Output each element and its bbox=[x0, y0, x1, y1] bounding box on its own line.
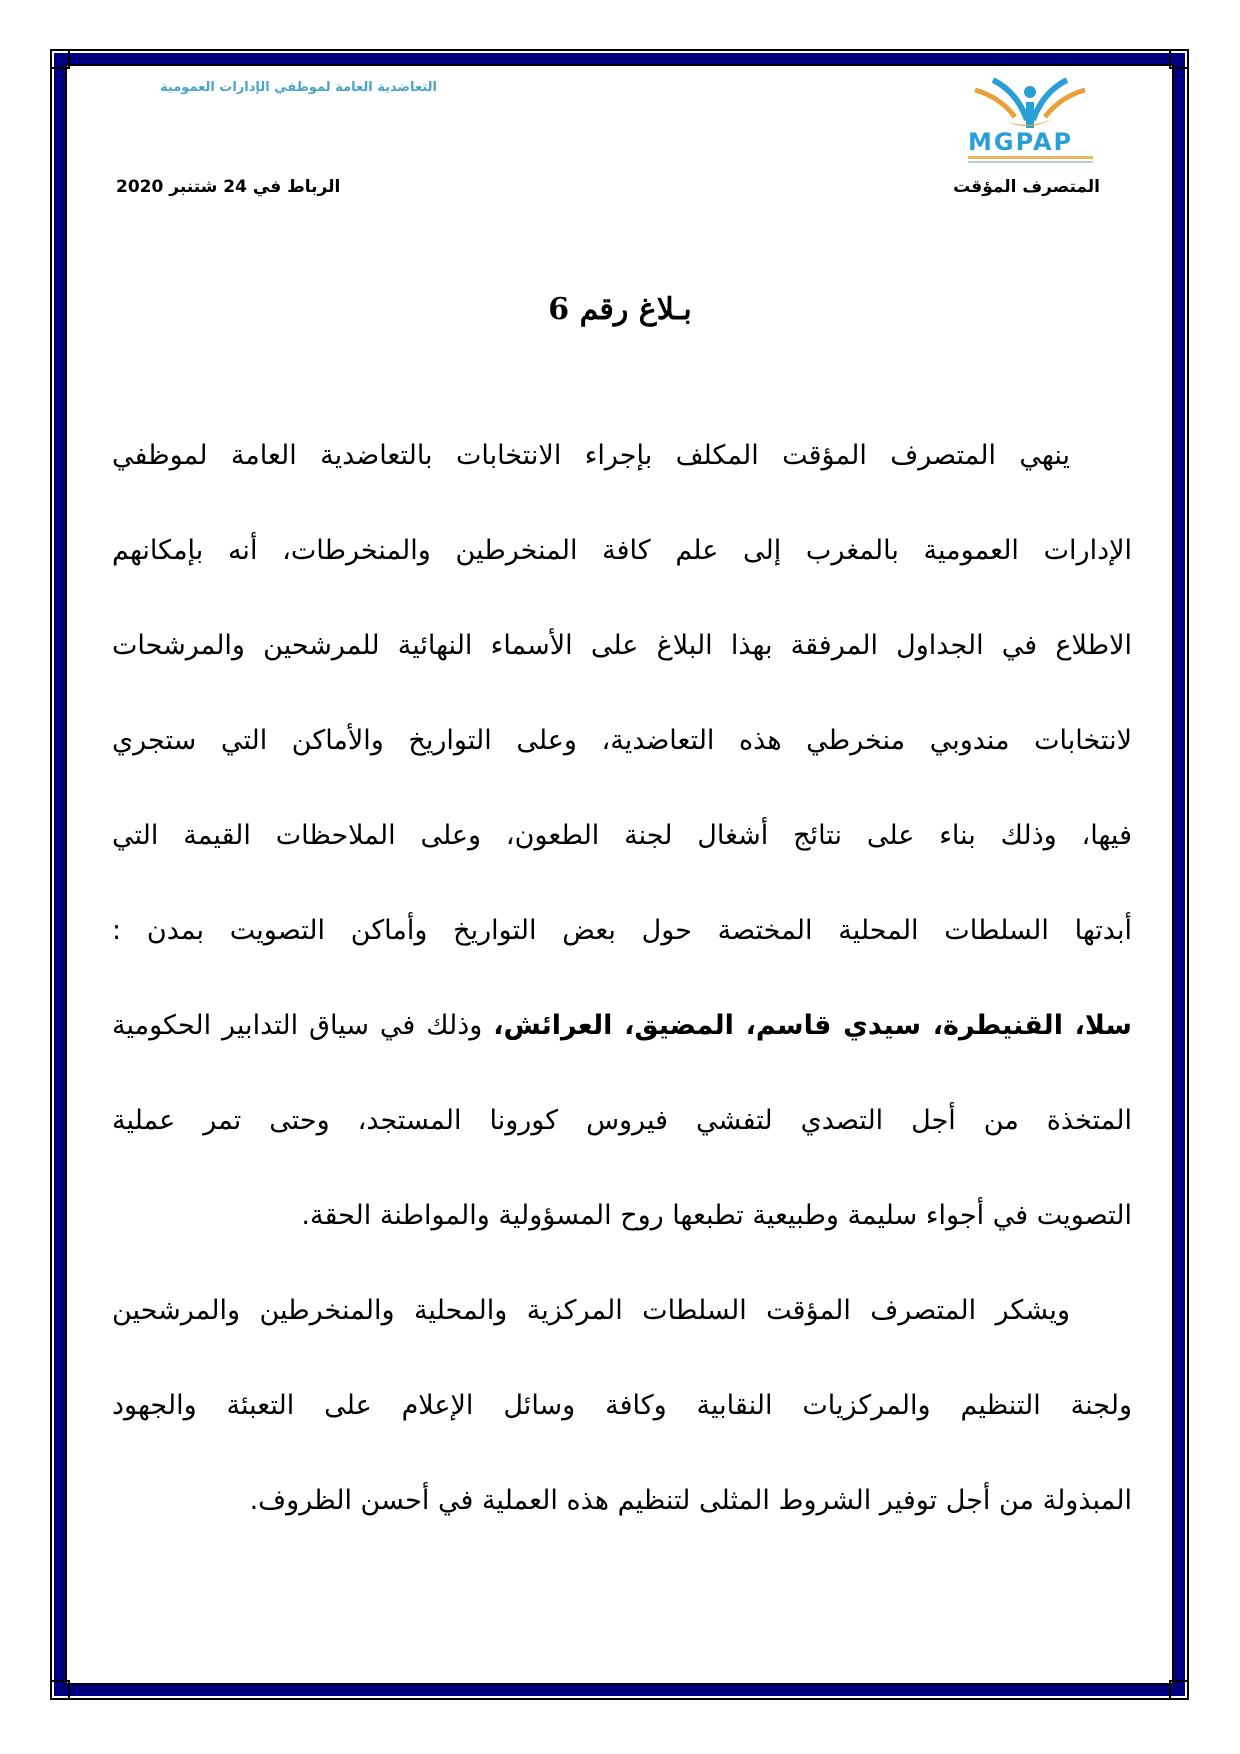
cities-line-rest: وذلك في سياق التدابير الحكومية bbox=[112, 1010, 494, 1041]
paragraph-1-line: التصويت في أجواء سليمة وطبيعية تطبعها روح المسؤولية والمواطنة الحقة. bbox=[301, 1200, 1132, 1231]
frame-corner-bottom-left bbox=[50, 1680, 70, 1700]
logo-text: MGPAP bbox=[968, 128, 1074, 156]
paragraph-1-line: لانتخابات مندوبي منخرطي هذه التعاضدية، وعلى التواريخ والأماكن التي ستجري bbox=[112, 725, 1132, 756]
paragraph-2-line: ويشكر المتصرف المؤقت السلطات المركزية والمحلية والمنخرطين والمرشحين bbox=[112, 1295, 1070, 1326]
paragraph-2-line: المبذولة من أجل توفير الشروط المثلى لتنظيم هذه العملية في أحسن الظروف. bbox=[249, 1485, 1132, 1516]
document-body bbox=[112, 408, 1132, 1548]
paragraph-1-line: فيها، وذلك بناء على نتائج أشغال لجنة الطعون، وعلى الملاحظات القيمة التي bbox=[112, 820, 1132, 851]
logo-subtitle-line-secondary bbox=[968, 161, 1093, 163]
document-title: بـلاغ رقم 6 bbox=[548, 292, 692, 327]
paragraph-1-line: الاطلاع في الجداول المرفقة بهذا البلاغ على الأسماء النهائية للمرشحين والمرشحات bbox=[112, 630, 1132, 661]
paragraph-1-cities-line bbox=[112, 978, 1132, 1073]
logo-subtitle-line bbox=[968, 156, 1093, 159]
frame-corner-top-right bbox=[1169, 49, 1189, 69]
logo-body bbox=[1026, 102, 1034, 128]
organization-name: التعاضدية العامة لموظفي الإدارات العمومية bbox=[160, 80, 437, 95]
paragraph-1-line: ينهي المتصرف المؤقت المكلف بإجراء الانتخابات بالتعاضدية العامة لموظفي bbox=[112, 440, 1070, 471]
cities-list: سلا، القنيطرة، سيدي قاسم، المضيق، العرائش، bbox=[493, 1010, 1132, 1041]
sender: المتصرف المؤقت bbox=[953, 177, 1100, 197]
paragraph-1-line: أبدتها السلطات المحلية المختصة حول بعض التواريخ وأماكن التصويت بمدن : bbox=[112, 915, 1132, 946]
place-date: الرباط في 24 شتنبر 2020 bbox=[116, 177, 341, 197]
paragraph-1-line: الإدارات العمومية بالمغرب إلى علم كافة المنخرطين والمنخرطات، أنه بإمكانهم bbox=[112, 535, 1132, 566]
frame-corner-bottom-right bbox=[1169, 1680, 1189, 1700]
frame-corner-top-left bbox=[50, 49, 70, 69]
logo-head bbox=[1024, 86, 1036, 98]
paragraph-2-line: ولجنة التنظيم والمركزيات النقابية وكافة وسائل الإعلام على التعبئة والجهود bbox=[112, 1390, 1132, 1421]
paragraph-1-line: المتخذة من أجل التصدي لتفشي فيروس كورونا المستجد، وحتى تمر عملية bbox=[112, 1105, 1132, 1136]
